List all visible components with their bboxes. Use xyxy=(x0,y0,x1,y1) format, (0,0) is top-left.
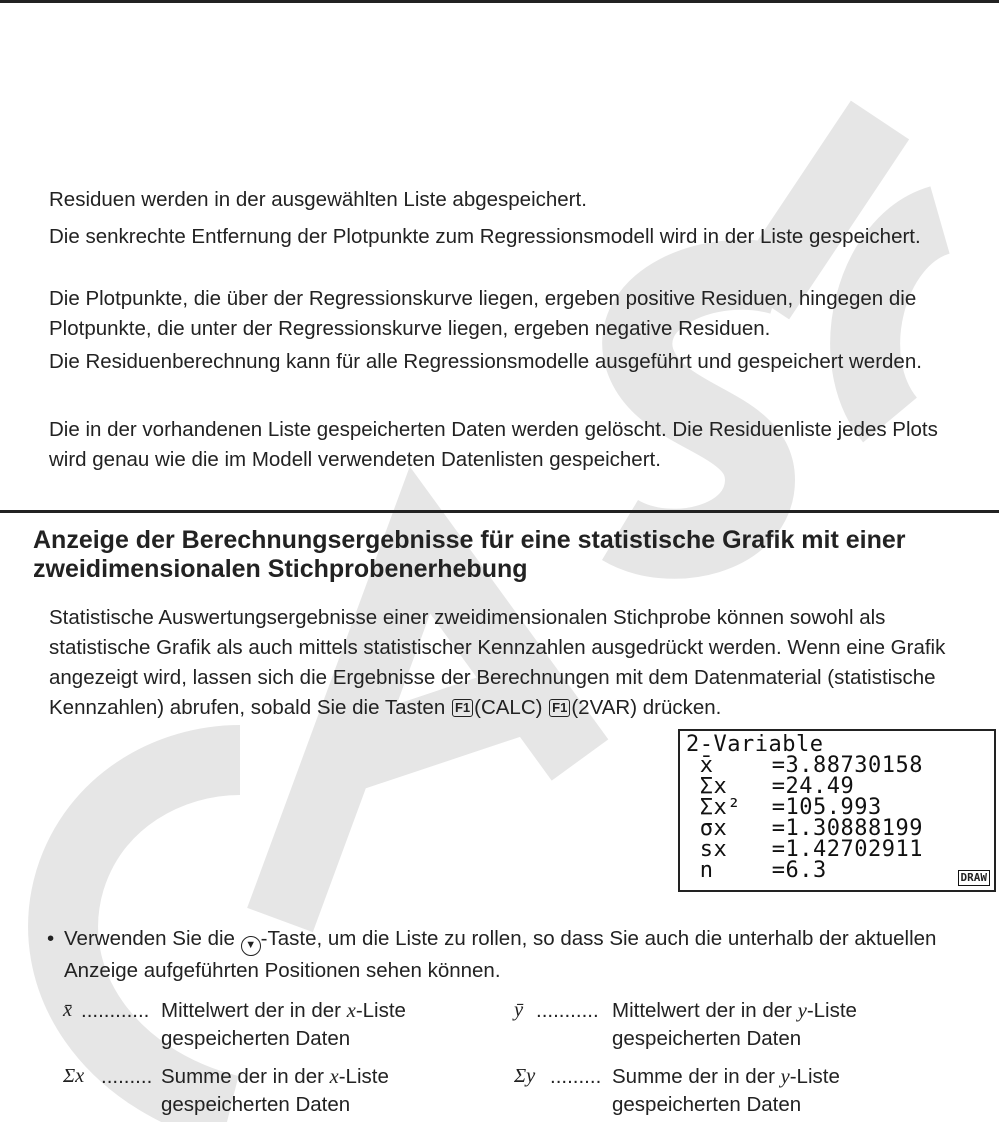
definition-mean-x: x̄ ............ Mittelwert der in der x-Liste gespeicherten Daten xyxy=(63,997,483,1057)
cursor-down-key-icon: ▼ xyxy=(241,936,261,956)
definition-sum-x: Σx ......... Summe der in der x-Liste gespeicherten Daten xyxy=(63,1063,483,1121)
intro-paragraph-5: Die in der vorhandenen Liste gespeicherten Daten werden gelöscht. Die Residuenliste jedes Plots wird genau wie die im Modell verwendeten Datenlisten gespeichert. xyxy=(49,418,938,471)
calculator-screen xyxy=(678,729,996,892)
bullet-text-start: Verwenden Sie die xyxy=(64,927,235,950)
intro-paragraph-2: Die senkrechte Entfernung der Plotpunkte zum Regressionsmodell wird in der Liste gespeichert. xyxy=(49,225,921,248)
screen-title: 2-Variable xyxy=(686,732,824,757)
definition-symbol: ȳ xyxy=(514,999,524,1021)
definition-text: Mittelwert der in der y-Liste gespeicherten Daten xyxy=(612,999,857,1050)
intro-paragraph-1: Residuen werden in der ausgewählten Liste abgespeichert. xyxy=(49,188,587,211)
calc-label: (CALC) xyxy=(474,696,543,719)
f1-key-icon: F1 xyxy=(452,699,473,717)
section-body-text: Statistische Auswertungsergebnisse einer zweidimensionalen Stichprobe können sowohl als statistische Grafik als auch mittels statistischer Kennzahlen ausgedrückt werden. Wenn eine Grafik angezeigt wird, lassen sich die Ergebnisse der Berechnungen mit dem Datenmaterial (statistische Kennzahlen) abrufen, sobald Sie die Tasten xyxy=(49,606,946,719)
screen-row-sum-squares: Σx² =105.993 xyxy=(699,795,882,820)
screen-row-n: n =6.3 xyxy=(699,858,827,883)
f1-key-icon: F1 xyxy=(549,699,570,717)
definition-symbol: Σy xyxy=(514,1065,536,1087)
section-divider xyxy=(0,510,999,513)
section-heading: Anzeige der Berechnungsergebnisse für eine statistische Grafik mit einer zweidimensionalen Stichprobenerhebung xyxy=(33,526,906,583)
section-body xyxy=(49,603,984,723)
screen-row-pop-sd: σx =1.30888199 xyxy=(699,816,923,841)
definition-text: Mittelwert der in der x-Liste gespeicherten Daten xyxy=(161,999,406,1050)
definition-sum-y: Σy ......... Summe der in der y-Liste gespeicherten Daten xyxy=(514,1063,934,1121)
definition-mean-y: ȳ ........... Mittelwert der in der y-Liste gespeicherten Daten xyxy=(514,997,934,1057)
definition-text: Summe der in der y-Liste gespeicherten Daten xyxy=(612,1065,840,1116)
screen-row-sum: Σx =24.49 xyxy=(699,774,855,799)
top-rule xyxy=(0,0,999,3)
draw-button[interactable]: DRAW xyxy=(958,870,991,886)
intro-paragraph-4: Die Residuenberechnung kann für alle Regressionsmodelle ausgeführt und gespeichert werden. xyxy=(49,350,922,373)
definition-text: Summe der in der x-Liste gespeicherten Daten xyxy=(161,1065,389,1116)
bullet-item xyxy=(48,924,978,986)
definition-symbol: x̄ xyxy=(63,999,73,1021)
screen-row-mean: x̄ =3.88730158 xyxy=(699,753,923,778)
bullet-text-end: -Taste, um die Liste zu rollen, so dass Sie auch die unterhalb der aktuellen Anzeige aufgeführten Positionen sehen können. xyxy=(64,927,937,982)
screen-row-sample-sd: sx =1.42702911 xyxy=(699,837,923,862)
two-var-label: (2VAR) drücken. xyxy=(571,696,722,719)
definition-symbol: Σx xyxy=(63,1065,85,1087)
bullet-dot: • xyxy=(47,927,55,950)
intro-paragraph-3: Die Plotpunkte, die über der Regressionskurve liegen, ergeben positive Residuen, hingegen die Plotpunkte, die unter der Regressionskurve liegen, ergeben negative Residuen. xyxy=(49,287,917,340)
